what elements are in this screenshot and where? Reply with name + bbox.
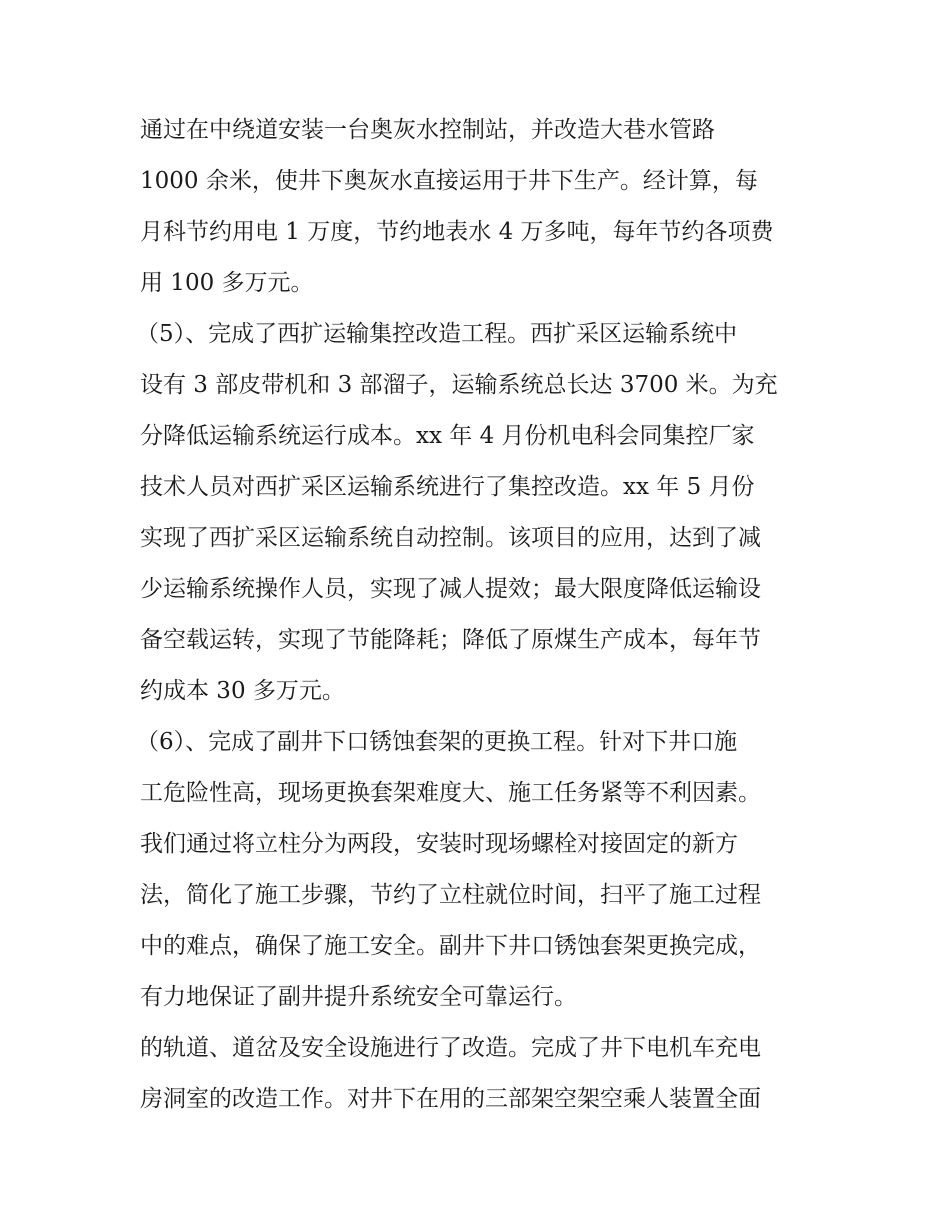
text-line: 实现了西扩采区运输系统自动控制。该项目的应用，达到了减 xyxy=(140,525,761,551)
text-line: 我们通过将立柱分为两段，安装时现场螺栓对接固定的新方 xyxy=(140,831,738,857)
text-line: 房洞室的改造工作。对井下在用的三部架空架空乘人装置全面 xyxy=(140,1086,761,1112)
text-line: 用 100 多万元。 xyxy=(140,270,314,296)
text-line: 少运输系统操作人员，实现了减人提效；最大限度降低运输设 xyxy=(140,576,761,602)
text-line: 设有 3 部皮带机和 3 部溜子，运输系统总长达 3700 米。为充 xyxy=(140,372,778,398)
text-line: 的轨道、道岔及安全设施进行了改造。完成了井下电机车充电 xyxy=(140,1035,761,1061)
text-line: 1000 余米，使井下奥灰水直接运用于井下生产。经计算，每 xyxy=(140,168,758,194)
body-text xyxy=(136,105,820,1125)
text-line: 约成本 30 多万元。 xyxy=(140,678,345,704)
text-line: 中的难点，确保了施工安全。副井下井口锈蚀套架更换完成， xyxy=(140,933,761,959)
text-line: 有力地保证了副井提升系统安全可靠运行。 xyxy=(140,984,577,1010)
text-line: 法，简化了施工步骤，节约了立柱就位时间，扫平了施工过程 xyxy=(140,882,761,908)
text-line: （5）、完成了西扩运输集控改造工程。西扩采区运输系统中 xyxy=(136,321,738,347)
text-line: 技术人员对西扩采区运输系统进行了集控改造。xx 年 5 月份 xyxy=(140,474,755,500)
text-line: 通过在中绕道安装一台奥灰水控制站，并改造大巷水管路 xyxy=(140,117,715,143)
text-line: 分降低运输系统运行成本。xx 年 4 月份机电科会同集控厂家 xyxy=(140,423,755,449)
text-line: （6）、完成了副井下口锈蚀套架的更换工程。针对下井口施 xyxy=(136,729,738,755)
text-line: 工危险性高，现场更换套架难度大、施工任务紧等不利因素。 xyxy=(140,780,761,806)
text-line: 月科节约用电 1 万度，节约地表水 4 万多吨，每年节约各项费 xyxy=(140,219,774,245)
text-line: 备空载运转，实现了节能降耗；降低了原煤生产成本，每年节 xyxy=(140,627,761,653)
